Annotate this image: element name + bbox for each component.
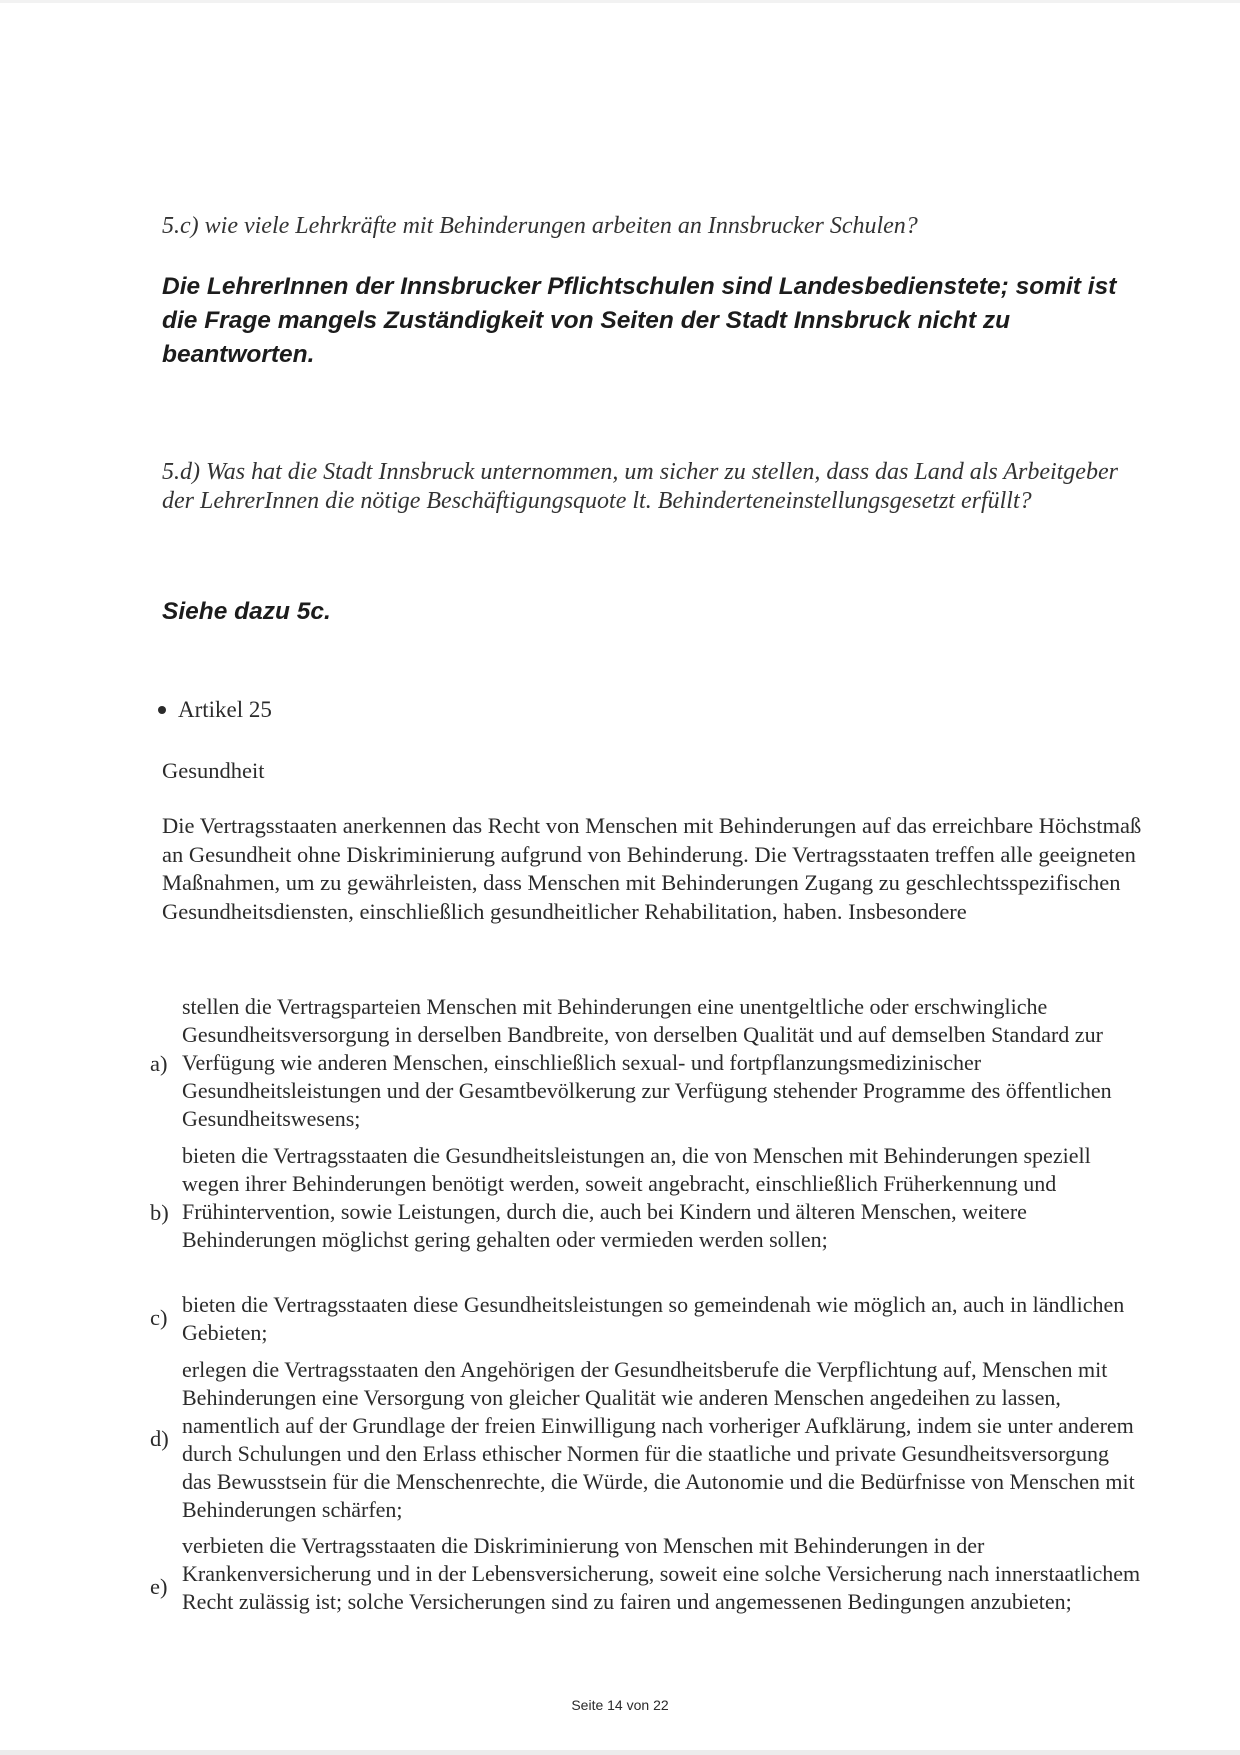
question-5d: 5.d) Was hat die Stadt Innsbruck unternommen, um sicher zu stellen, dass das Land als Arbeitgeber der LehrerInnen die nötige Beschäftigungsquote lt. Behinderteneinstellungsgesetzt erfüllt? xyxy=(162,459,1118,514)
item-text: bieten die Vertragsstaaten diese Gesundheitsleistungen so gemeindenah wie möglich an, auch in ländlichen Gebieten; xyxy=(182,1292,1125,1345)
item-marker: d) xyxy=(150,1426,169,1451)
scan-edge-top xyxy=(0,0,1240,3)
item-marker: a) xyxy=(150,1051,168,1076)
article-intro: Die Vertragsstaaten anerkennen das Recht von Menschen mit Behinderungen auf das erreichbare Höchstmaß an Gesundheit ohne Diskriminierung aufgrund von Behinderung. Die Vertragsstaaten treffen alle geeigneten Maßnahmen, um zu gewährleisten, dass Menschen mit Behinderungen Zugang zu geschlechtsspezifischen Gesundheitsdiensten, einschließlich gesundheitlicher Rehabilitation, haben. Insbesondere xyxy=(162,813,1142,924)
scan-edge-bottom xyxy=(0,1750,1240,1755)
item-marker: c) xyxy=(150,1305,168,1330)
answer-5d: Siehe dazu 5c. xyxy=(162,598,331,625)
item-text: erlegen die Vertragsstaaten den Angehörigen der Gesundheitsberufe die Verpflichtung auf, Menschen mit Behinderungen eine Versorgung von gleicher Qualität wie anderen Menschen angedeihen zu lassen, namentlich auf der Grundlage der freien Einwilligung nach vorheriger Aufklärung, indem sie unter anderem durch Schulungen und den Erlass ethischer Normen für die staatliche und private Gesundheitsversorgung das Bewusstsein für die Menschenrechte, die Würde, die Autonomie und die Bedürfnisse von Menschen mit Behinderungen schärfen; xyxy=(182,1357,1135,1522)
item-text: bieten die Vertragsstaaten die Gesundheitsleistungen an, die von Menschen mit Behinderungen speziell wegen ihrer Behinderungen benötigt werden, soweit angebracht, einschließlich Früherkennung und Frühintervention, sowie Leistungen, durch die, auch bei Kindern und älteren Menschen, weitere Behinderungen möglichst gering gehalten oder vermieden werden sollen; xyxy=(182,1143,1091,1252)
item-text: verbieten die Vertragsstaaten die Diskriminierung von Menschen mit Behinderungen in der Krankenversicherung und in der Lebensversicherung, soweit eine solche Versicherung nach innerstaatlichem Recht zulässig ist; solche Versicherungen sind zu fairen und angemessenen Bedingungen anzubieten; xyxy=(182,1533,1141,1614)
item-marker: e) xyxy=(150,1574,168,1599)
article-subtitle: Gesundheit xyxy=(162,758,265,783)
item-text: stellen die Vertragsparteien Menschen mit Behinderungen eine unentgeltliche oder erschwingliche Gesundheitsversorgung in derselben Bandbreite, von derselben Qualität und auf demselben Standard zur Verfügung wie anderen Menschen, einschließlich sexual- und fortpflanzungsmedizinischer Gesundheitsleistungen und der Gesamtbevölkerung zur Verfügung stehender Programme des öffentlichen Gesundheitswesens; xyxy=(182,994,1112,1131)
question-5c: 5.c) wie viele Lehrkräfte mit Behinderungen arbeiten an Innsbrucker Schulen? xyxy=(162,213,918,239)
item-marker: b) xyxy=(150,1200,169,1225)
page-number: Seite 14 von 22 xyxy=(571,1697,669,1713)
bullet-icon xyxy=(158,706,166,714)
article-heading xyxy=(158,697,272,723)
article-label: Artikel 25 xyxy=(178,697,272,722)
answer-5c: Die LehrerInnen der Innsbrucker Pflichtschulen sind Landesbedienstete; somit ist die Frage mangels Zuständigkeit von Seiten der Stadt Innsbruck nicht zu beantworten. xyxy=(162,273,1117,368)
